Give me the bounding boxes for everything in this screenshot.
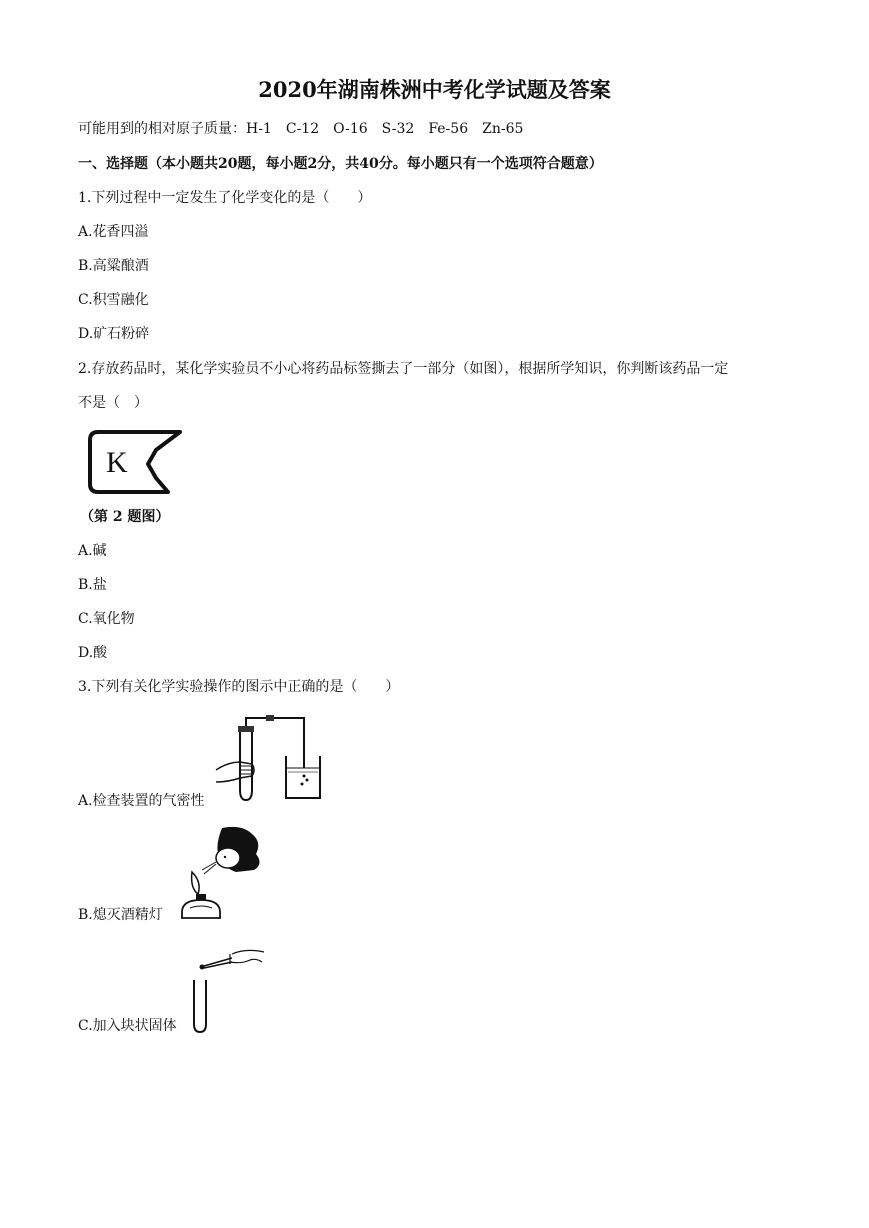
question-2-option-b: B.盐 xyxy=(78,577,107,593)
airtightness-check-drawing xyxy=(212,712,332,804)
atomic-mass-item: Zn-65 xyxy=(482,121,524,137)
document-title: 2020年湖南株洲中考化学试题及答案 xyxy=(258,77,611,102)
adding-solid-drawing xyxy=(190,944,270,1034)
question-2-stem-line1: 2.存放药品时，某化学实验员不小心将药品标签撕去了一部分（如图），根据所学知识，你判断该药品一定 xyxy=(78,361,729,377)
torn-label-drawing xyxy=(86,428,186,498)
question-3-option-b: B.熄灭酒精灯 xyxy=(78,907,163,923)
atomic-mass-item: Fe-56 xyxy=(428,121,469,137)
question-3-option-a: A.检查装置的气密性 xyxy=(78,793,205,809)
question-2-option-a: A.碱 xyxy=(78,543,107,559)
question-3-option-c: C.加入块状固体 xyxy=(78,1018,177,1034)
adding-solid-figure xyxy=(190,944,270,1034)
question-1-option-c: C.积雪融化 xyxy=(78,292,149,308)
atomic-mass-label: 可能用到的相对原子质量： xyxy=(78,121,246,137)
torn-label-letter: K xyxy=(106,446,128,479)
section-heading: 一、选择题（本小题共20题，每小题2分，共40分。每小题只有一个选项符合题意） xyxy=(78,156,603,172)
question-1-option-d: D.矿石粉碎 xyxy=(78,326,150,342)
airtightness-check-figure xyxy=(212,712,332,804)
atomic-mass-item: C-12 xyxy=(285,121,320,137)
question-1-stem: 1.下列过程中一定发生了化学变化的是（ ） xyxy=(78,190,372,206)
atomic-mass-line xyxy=(78,120,537,138)
question-2-option-c: C.氧化物 xyxy=(78,611,135,627)
atomic-mass-item: S-32 xyxy=(381,121,415,137)
question-2-option-d: D.酸 xyxy=(78,645,108,661)
question-2-stem-line2: 不是（ ） xyxy=(78,395,148,411)
blowing-lamp-drawing xyxy=(172,824,272,924)
atomic-mass-item: H-1 xyxy=(246,121,272,137)
question-1-option-b: B.高粱酿酒 xyxy=(78,258,149,274)
question-3-stem: 3.下列有关化学实验操作的图示中正确的是（ ） xyxy=(78,679,400,695)
question-2-figure-caption: （第 2 题图） xyxy=(80,509,170,525)
question-1-option-a: A.花香四溢 xyxy=(78,224,149,240)
torn-label-figure xyxy=(86,428,186,498)
atomic-mass-item: O-16 xyxy=(333,121,368,137)
blowing-lamp-figure xyxy=(172,824,272,924)
